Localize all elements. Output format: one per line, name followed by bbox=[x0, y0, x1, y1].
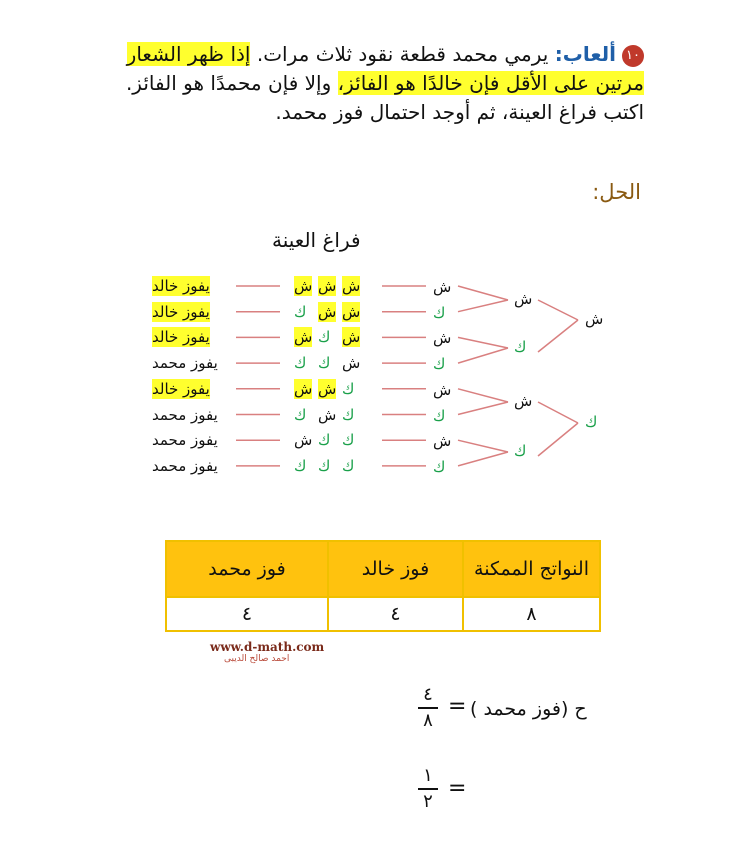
problem-number-badge: ١٠ bbox=[622, 45, 644, 67]
tree-level3-node: ش bbox=[433, 329, 452, 348]
branch-level2-to-level3 bbox=[458, 286, 508, 300]
outcome-toss-1: ش bbox=[342, 328, 361, 347]
outcome-toss-2: ك bbox=[318, 456, 331, 475]
tree-level3-node: ش bbox=[433, 432, 452, 451]
outcome-toss-2: ش bbox=[318, 302, 337, 321]
branch-level1-to-level2 bbox=[538, 423, 578, 456]
branch-level2-to-level3 bbox=[458, 300, 508, 312]
tree-level2-node: ك bbox=[514, 338, 527, 356]
outcome-toss-3: ك bbox=[294, 302, 307, 321]
tree-level3-node: ك bbox=[433, 303, 446, 322]
outcome-result: يفوز خالد bbox=[152, 302, 210, 321]
problem-rest: وإلا فإن محمدًا هو الفائز. اكتب فراغ العينة، ثم أوجد احتمال فوز محمد. bbox=[125, 71, 644, 124]
tree-level2-node: ك bbox=[514, 442, 527, 460]
tree-level1-node: ك bbox=[585, 413, 598, 431]
probability-label: ح (فوز محمد ) bbox=[470, 698, 587, 720]
outcome-toss-1: ك bbox=[342, 456, 355, 475]
outcome-toss-3: ش bbox=[294, 379, 313, 398]
outcome-toss-3: ش bbox=[294, 328, 313, 347]
branch-level1-to-level2 bbox=[538, 402, 578, 423]
fraction-bar bbox=[418, 788, 438, 790]
problem-topic: ألعاب: bbox=[554, 42, 616, 66]
tree-level3-node: ك bbox=[433, 457, 446, 476]
sample-space-title: فراغ العينة bbox=[272, 228, 361, 252]
tree-level3-node: ك bbox=[433, 406, 446, 425]
outcome-result: يفوز محمد bbox=[152, 431, 218, 450]
value-possible-outcomes: ٨ bbox=[463, 597, 600, 631]
solution-label: الحل: bbox=[592, 180, 641, 204]
header-khaled-wins: فوز خالد bbox=[328, 541, 463, 597]
equals-sign-1: = bbox=[448, 694, 467, 719]
branch-level2-to-level3 bbox=[458, 440, 508, 452]
outcome-result: يفوز محمد bbox=[152, 456, 218, 475]
tree-level2-node: ش bbox=[514, 290, 533, 308]
value-mohammed-wins: ٤ bbox=[166, 597, 328, 631]
outcome-result: يفوز خالد bbox=[152, 328, 210, 347]
tree-level3-node: ش bbox=[433, 278, 452, 296]
outcome-toss-1: ك bbox=[342, 431, 355, 450]
problem-highlight: إذا ظهر الشعار مرتين على الأقل فإن خالدًا هو الفائز، bbox=[126, 42, 644, 95]
branch-level2-to-level3 bbox=[458, 402, 508, 415]
table-value-row bbox=[166, 597, 600, 631]
value-khaled-wins: ٤ bbox=[328, 597, 463, 631]
tree-level1-node: ش bbox=[585, 310, 604, 328]
branch-level1-to-level2 bbox=[538, 300, 578, 320]
outcome-toss-1: ش bbox=[342, 302, 361, 321]
outcome-result: يفوز محمد bbox=[152, 354, 218, 373]
branch-level2-to-level3 bbox=[458, 348, 508, 363]
outcome-toss-3: ك bbox=[294, 405, 307, 424]
outcome-toss-1: ك bbox=[342, 405, 355, 424]
outcome-toss-1: ش bbox=[342, 354, 361, 373]
equals-sign-2: = bbox=[448, 776, 467, 801]
table-header-row bbox=[166, 541, 600, 597]
fraction-denominator: ٨ bbox=[423, 710, 433, 731]
outcome-toss-2: ك bbox=[318, 431, 331, 450]
outcome-toss-1: ك bbox=[342, 379, 355, 398]
problem-intro: يرمي محمد قطعة نقود ثلاث مرات. bbox=[250, 42, 555, 66]
branch-level1-to-level2 bbox=[538, 320, 578, 352]
outcome-toss-2: ش bbox=[318, 405, 337, 424]
outcome-toss-2: ش bbox=[318, 277, 337, 295]
header-possible-outcomes: النواتج الممكنة bbox=[463, 541, 600, 597]
outcome-result: يفوز محمد bbox=[152, 405, 218, 424]
outcome-toss-2: ك bbox=[318, 328, 331, 347]
fraction-numerator: ٤ bbox=[423, 684, 433, 705]
outcome-toss-3: ك bbox=[294, 354, 307, 373]
outcome-result: يفوز خالد bbox=[152, 277, 210, 295]
header-mohammed-wins: فوز محمد bbox=[166, 541, 328, 597]
tree-level3-node: ك bbox=[433, 355, 446, 374]
tree-level2-node: ش bbox=[514, 392, 533, 410]
fraction-denominator: ٢ bbox=[423, 791, 433, 812]
branch-level2-to-level3 bbox=[458, 389, 508, 402]
outcomes-table bbox=[165, 540, 601, 632]
fraction-bar bbox=[418, 707, 438, 709]
watermark-site: www.d-math.com bbox=[210, 640, 325, 654]
fraction-4-8 bbox=[418, 684, 438, 732]
fraction-numerator: ١ bbox=[423, 765, 433, 786]
watermark-author: احمد صالح الديبى bbox=[224, 654, 290, 664]
outcome-toss-2: ك bbox=[318, 354, 331, 373]
outcome-toss-3: ش bbox=[294, 277, 313, 295]
fraction-1-2 bbox=[418, 765, 438, 813]
outcome-toss-2: ش bbox=[318, 379, 337, 398]
tree-level3-node: ش bbox=[433, 380, 452, 399]
outcome-result: يفوز خالد bbox=[152, 379, 210, 398]
outcome-toss-3: ك bbox=[294, 456, 307, 475]
outcome-toss-1: ش bbox=[342, 277, 361, 295]
outcome-toss-3: ش bbox=[294, 431, 313, 450]
branch-level2-to-level3 bbox=[458, 337, 508, 348]
branch-level2-to-level3 bbox=[458, 452, 508, 466]
